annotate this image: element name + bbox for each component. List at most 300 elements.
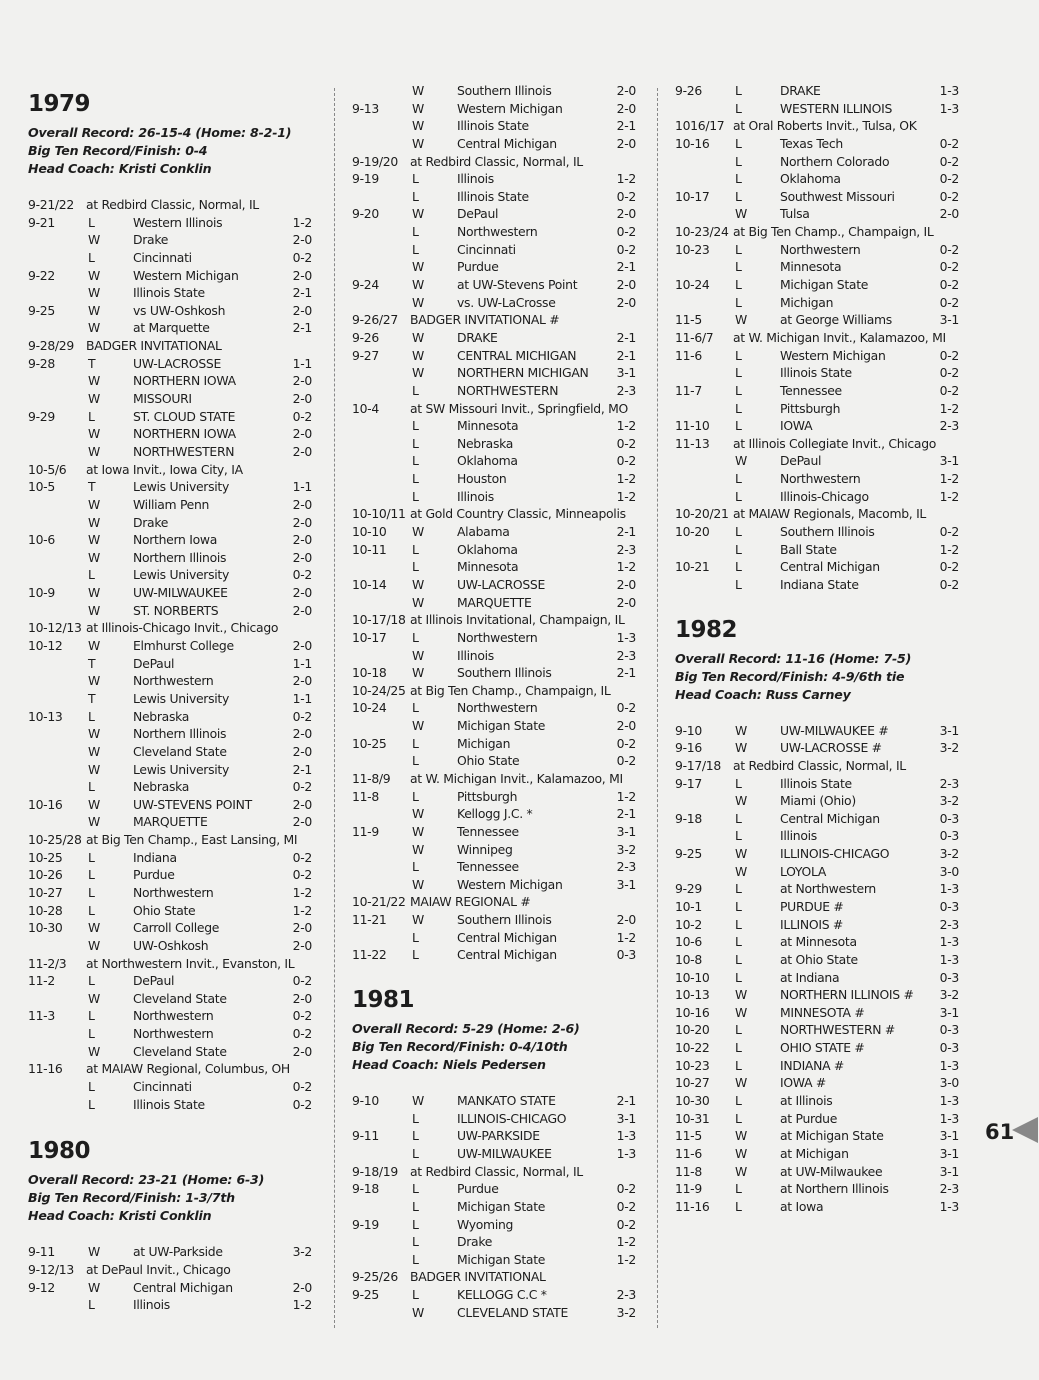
game-score: 1-2 — [616, 1234, 636, 1250]
game-score: 3-1 — [939, 1145, 959, 1161]
event-name: BADGER INVITATIONAL # — [410, 312, 560, 328]
game-score: 0-2 — [616, 735, 636, 751]
game-date: 11-21 — [352, 912, 387, 928]
game-row — [28, 267, 312, 285]
game-opponent: KELLOGG C.C * — [457, 1287, 547, 1303]
game-row — [28, 1243, 312, 1261]
game-row — [675, 276, 959, 294]
game-row — [28, 849, 312, 867]
event-row — [28, 955, 312, 973]
game-score: 2-0 — [616, 576, 636, 592]
game-row — [675, 364, 959, 382]
game-row — [352, 188, 636, 206]
game-result: W — [88, 743, 100, 759]
game-score: 2-1 — [616, 665, 636, 681]
game-score: 3-1 — [616, 1110, 636, 1126]
game-opponent: UW-PARKSIDE — [457, 1128, 540, 1144]
game-date: 9-18 — [675, 810, 702, 826]
game-row — [28, 408, 312, 426]
game-row — [28, 1296, 312, 1314]
game-score: 2-0 — [292, 373, 312, 389]
game-date: 10-12 — [28, 638, 63, 654]
game-result: W — [88, 302, 100, 318]
game-opponent: Northwestern — [133, 1026, 214, 1042]
game-row — [28, 514, 312, 532]
game-score: 2-0 — [292, 514, 312, 530]
game-date: 9-25 — [675, 846, 702, 862]
game-date: 10-5/6 — [28, 461, 67, 477]
game-date: 9-16 — [675, 740, 702, 756]
game-score: 1-3 — [939, 934, 959, 950]
game-opponent: Nebraska — [133, 779, 190, 795]
game-score: 2-0 — [616, 83, 636, 98]
game-score: 2-0 — [292, 937, 312, 953]
game-opponent: Southern Illinois — [780, 524, 875, 540]
game-score: 2-0 — [292, 585, 312, 601]
game-score: 0-2 — [616, 753, 636, 769]
game-row — [28, 284, 312, 302]
event-name: at Iowa Invit., Iowa City, IA — [86, 461, 243, 477]
game-result: L — [412, 929, 419, 945]
game-opponent: ILLINOIS-CHICAGO — [457, 1110, 567, 1126]
game-date: 11-3 — [28, 1008, 55, 1024]
game-date: 10-5 — [28, 479, 55, 495]
game-score: 2-1 — [292, 761, 312, 777]
game-opponent: William Penn — [133, 496, 210, 512]
game-opponent: Tennessee — [780, 382, 842, 398]
game-row — [352, 117, 636, 135]
game-row — [28, 1279, 312, 1297]
event-row — [28, 831, 312, 849]
game-opponent: Northern Illinois — [133, 726, 227, 742]
game-result: W — [735, 453, 747, 469]
game-score: 1-1 — [292, 655, 312, 671]
season-summary-1982 — [675, 650, 959, 704]
game-score: 0-2 — [616, 188, 636, 204]
game-date: 10-10/11 — [352, 506, 406, 522]
game-row — [352, 241, 636, 259]
game-score: 2-3 — [939, 418, 959, 434]
game-opponent: DePaul — [133, 655, 175, 671]
game-opponent: Illinois — [457, 171, 494, 187]
game-result: W — [735, 312, 747, 328]
game-row — [352, 1180, 636, 1198]
game-result: W — [412, 259, 424, 275]
head-coach-1982: Head Coach: Russ Carney — [675, 686, 851, 702]
game-score: 0-3 — [939, 828, 959, 844]
game-row — [28, 1007, 312, 1025]
game-row — [675, 1039, 959, 1057]
game-opponent: Cleveland State — [133, 990, 227, 1006]
game-row — [352, 223, 636, 241]
event-row — [28, 337, 312, 355]
game-opponent: IOWA — [780, 418, 813, 434]
game-result: L — [735, 1093, 742, 1109]
overall-record-1979: Overall Record: 26-15-4 (Home: 8-2-1) — [28, 125, 292, 140]
game-row — [28, 478, 312, 496]
game-score: 2-0 — [292, 532, 312, 548]
game-date: 9-25 — [352, 1287, 379, 1303]
game-date: 10-24/25 — [352, 682, 406, 698]
game-opponent: Drake — [133, 232, 169, 248]
game-row — [675, 294, 959, 312]
game-score: 2-3 — [616, 541, 636, 557]
game-result: L — [412, 1216, 419, 1232]
game-score: 2-0 — [939, 206, 959, 222]
game-opponent: Minnesota — [780, 259, 842, 275]
event-row — [28, 1261, 312, 1279]
game-score: 0-2 — [939, 171, 959, 187]
event-name: at MAIAW Regional, Columbus, OH — [86, 1061, 290, 1077]
game-row — [28, 531, 312, 549]
game-row — [675, 1145, 959, 1163]
game-opponent: Illinois — [133, 1297, 170, 1313]
game-date: 10-8 — [675, 951, 702, 967]
game-result: L — [735, 1181, 742, 1197]
game-opponent: NORTHWESTERN — [133, 443, 235, 459]
event-row — [675, 329, 959, 347]
game-result: W — [735, 846, 747, 862]
game-score: 3-2 — [292, 1244, 312, 1260]
game-opponent: Purdue — [133, 867, 175, 883]
game-opponent: UW-MILWAUKEE # — [780, 722, 889, 738]
game-date: 9-26 — [352, 329, 379, 345]
game-opponent: INDIANA # — [780, 1057, 844, 1073]
game-row — [28, 725, 312, 743]
game-result: L — [735, 1040, 742, 1056]
game-result: L — [412, 1251, 419, 1267]
game-score: 3-1 — [616, 365, 636, 381]
game-date: 10-25 — [352, 735, 387, 751]
game-date: 9-19 — [352, 171, 379, 187]
game-result: L — [735, 881, 742, 897]
event-name: at Big Ten Champ., Champaign, IL — [733, 224, 934, 240]
game-result: L — [735, 1022, 742, 1038]
game-opponent: ST. NORBERTS — [133, 602, 219, 618]
game-result: W — [412, 806, 424, 822]
game-score: 2-0 — [292, 1279, 312, 1295]
game-row — [675, 951, 959, 969]
game-opponent: Michigan State — [457, 718, 546, 734]
event-row — [675, 435, 959, 453]
game-date: 10-17/18 — [352, 612, 406, 628]
game-result: L — [412, 1234, 419, 1250]
game-result: L — [88, 1079, 95, 1095]
spacer — [352, 964, 636, 978]
game-result: W — [412, 347, 424, 363]
game-score: 0-2 — [292, 408, 312, 424]
game-opponent: Western Illinois — [133, 214, 223, 230]
game-score: 2-0 — [292, 602, 312, 618]
game-opponent: Central Michigan — [457, 135, 557, 151]
game-result: L — [412, 1181, 419, 1197]
game-row — [28, 778, 312, 796]
game-result: W — [735, 987, 747, 1003]
game-result: L — [735, 135, 742, 151]
game-date: 9-25 — [28, 302, 55, 318]
game-row — [28, 813, 312, 831]
game-date: 11-6 — [675, 1145, 702, 1161]
game-score: 2-0 — [292, 920, 312, 936]
game-result: L — [735, 100, 742, 116]
game-opponent: Pittsburgh — [457, 788, 518, 804]
event-name: at W. Michigan Invit., Kalamazoo, MI — [410, 770, 623, 786]
game-date: 11-9 — [352, 823, 379, 839]
event-row — [352, 505, 636, 523]
game-score: 0-2 — [292, 849, 312, 865]
game-row — [28, 355, 312, 373]
game-date: 10-13 — [675, 987, 710, 1003]
game-row — [352, 858, 636, 876]
game-date: 10-24 — [352, 700, 387, 716]
game-row — [28, 214, 312, 232]
game-score: 0-2 — [939, 241, 959, 257]
game-row — [675, 845, 959, 863]
event-row — [352, 682, 636, 700]
game-opponent: Michigan State — [457, 1198, 546, 1214]
game-date: 10-10 — [352, 524, 387, 540]
game-opponent: Minnesota — [457, 418, 519, 434]
game-result: W — [88, 426, 100, 442]
game-row — [675, 969, 959, 987]
event-name: at DePaul Invit., Chicago — [86, 1261, 231, 1277]
game-opponent: Central Michigan — [780, 559, 880, 575]
game-score: 0-3 — [939, 1022, 959, 1038]
game-date: 10-14 — [352, 576, 387, 592]
game-date: 10-31 — [675, 1110, 710, 1126]
column-divider-left — [334, 88, 335, 1328]
game-opponent: Kellogg J.C. * — [457, 806, 533, 822]
game-score: 0-2 — [939, 576, 959, 592]
game-result: L — [735, 171, 742, 187]
game-date: 10-21 — [675, 559, 710, 575]
event-row — [352, 400, 636, 418]
game-opponent: Minnesota — [457, 559, 519, 575]
game-opponent: MISSOURI — [133, 391, 192, 407]
game-result: L — [88, 708, 95, 724]
game-date: 10-13 — [28, 708, 63, 724]
game-opponent: Illinois State — [133, 1096, 205, 1112]
game-date: 10-24 — [675, 277, 710, 293]
game-score: 0-2 — [939, 259, 959, 275]
game-row — [28, 372, 312, 390]
game-score: 2-0 — [616, 718, 636, 734]
game-result: L — [88, 1026, 95, 1042]
game-opponent: Cincinnati — [133, 1079, 192, 1095]
game-result: W — [412, 135, 424, 151]
game-score: 3-1 — [616, 823, 636, 839]
game-row — [28, 708, 312, 726]
game-result: L — [735, 828, 742, 844]
game-score: 1-2 — [939, 488, 959, 504]
game-score: 3-1 — [939, 453, 959, 469]
game-opponent: Drake — [133, 514, 169, 530]
game-score: 3-1 — [939, 1128, 959, 1144]
game-row — [352, 647, 636, 665]
game-opponent: ILLINOIS-CHICAGO — [780, 846, 890, 862]
game-opponent: DePaul — [457, 206, 499, 222]
game-result: L — [88, 884, 95, 900]
game-opponent: NORTHERN MICHIGAN — [457, 365, 589, 381]
results-list-1980-part-1 — [28, 1243, 312, 1314]
game-score: 1-2 — [292, 214, 312, 230]
game-row — [675, 739, 959, 757]
game-score: 1-2 — [616, 1251, 636, 1267]
game-date: 9-19 — [352, 1216, 379, 1232]
game-row — [675, 1180, 959, 1198]
game-date: 9-13 — [352, 100, 379, 116]
game-result: W — [412, 718, 424, 734]
game-score: 1-2 — [616, 929, 636, 945]
game-opponent: NORTHWESTERN — [457, 382, 559, 398]
game-opponent: at Indiana — [780, 969, 840, 985]
game-date: 11-8 — [675, 1163, 702, 1179]
game-row — [352, 135, 636, 153]
game-row — [675, 82, 959, 100]
game-row — [28, 937, 312, 955]
game-row — [352, 417, 636, 435]
game-result: W — [88, 267, 100, 283]
season-year-1981: 1981 — [352, 987, 415, 1014]
game-date: 10-25 — [28, 849, 63, 865]
season-year-1979: 1979 — [28, 91, 91, 117]
game-row — [675, 792, 959, 810]
game-row — [28, 655, 312, 673]
game-score: 2-0 — [616, 206, 636, 222]
game-score: 2-0 — [616, 135, 636, 151]
game-row — [28, 637, 312, 655]
game-result: L — [412, 788, 419, 804]
game-row — [28, 549, 312, 567]
game-score: 0-2 — [616, 435, 636, 451]
game-result: T — [88, 690, 96, 706]
event-name: MAIAW REGIONAL # — [410, 894, 531, 910]
game-result: W — [412, 841, 424, 857]
game-date: 11-10 — [675, 418, 710, 434]
game-row — [28, 390, 312, 408]
season-year-1980: 1980 — [28, 1138, 91, 1165]
game-result: L — [735, 898, 742, 914]
event-name: at W. Michigan Invit., Kalamazoo, MI — [733, 329, 946, 345]
game-opponent: Central Michigan — [457, 929, 557, 945]
game-opponent: UW-Oshkosh — [133, 937, 209, 953]
head-coach-1979: Head Coach: Kristi Conklin — [28, 161, 212, 176]
game-result: W — [88, 391, 100, 407]
game-result: W — [412, 823, 424, 839]
game-opponent: Michigan State — [457, 1251, 546, 1267]
column-3 — [675, 82, 959, 1216]
game-score: 0-2 — [616, 1198, 636, 1214]
game-opponent: NORTHWESTERN # — [780, 1022, 895, 1038]
game-score: 2-0 — [292, 1043, 312, 1059]
game-result: L — [412, 629, 419, 645]
game-row — [675, 400, 959, 418]
game-row — [675, 898, 959, 916]
game-opponent: at Iowa — [780, 1198, 824, 1214]
game-row — [352, 470, 636, 488]
game-result: L — [412, 241, 419, 257]
game-score: 0-2 — [292, 779, 312, 795]
game-opponent: UW-LACROSSE # — [780, 740, 882, 756]
game-result: W — [88, 496, 100, 512]
game-result: W — [412, 647, 424, 663]
game-result: L — [735, 277, 742, 293]
game-date: 11-2/3 — [28, 955, 67, 971]
game-score: 2-0 — [616, 912, 636, 928]
game-score: 2-0 — [292, 443, 312, 459]
game-opponent: Illinois State — [780, 365, 852, 381]
game-opponent: Northwestern — [133, 673, 214, 689]
game-date: 11-6/7 — [675, 329, 714, 345]
game-score: 2-0 — [292, 796, 312, 812]
game-row — [352, 699, 636, 717]
event-name: at Gold Country Classic, Minneapolis — [410, 506, 626, 522]
page-number: 61 — [985, 1120, 1015, 1144]
game-row — [352, 170, 636, 188]
game-result: L — [735, 969, 742, 985]
game-date: 1016/17 — [675, 118, 725, 134]
game-date: 10-11 — [352, 541, 387, 557]
event-name: at Redbird Classic, Normal, IL — [733, 757, 906, 773]
game-result: L — [412, 471, 419, 487]
game-opponent: Ohio State — [457, 753, 520, 769]
game-row — [352, 594, 636, 612]
game-date: 9-18 — [352, 1181, 379, 1197]
game-opponent: Northwestern — [457, 700, 538, 716]
game-result: W — [88, 602, 100, 618]
game-result: W — [412, 294, 424, 310]
game-opponent: Tennessee — [457, 859, 519, 875]
game-score: 2-3 — [939, 1181, 959, 1197]
game-date: 10-2 — [675, 916, 702, 932]
game-score: 0-3 — [939, 969, 959, 985]
game-row — [675, 810, 959, 828]
game-result: L — [735, 365, 742, 381]
game-date: 10-1 — [675, 898, 702, 914]
results-list-1981-part-1 — [352, 1092, 636, 1321]
game-score: 1-1 — [292, 690, 312, 706]
game-score: 0-2 — [939, 153, 959, 169]
game-result: W — [88, 549, 100, 565]
game-opponent: Oklahoma — [780, 171, 841, 187]
game-result: L — [412, 859, 419, 875]
game-row — [28, 1043, 312, 1061]
game-opponent: Wyoming — [457, 1216, 514, 1232]
game-result: W — [88, 1279, 100, 1295]
game-row — [28, 796, 312, 814]
game-row — [352, 1233, 636, 1251]
game-result: L — [735, 294, 742, 310]
game-score: 0-2 — [616, 1216, 636, 1232]
game-row — [675, 933, 959, 951]
game-result: W — [88, 990, 100, 1006]
game-result: T — [88, 655, 96, 671]
game-row — [28, 425, 312, 443]
game-date: 10-12/13 — [28, 620, 82, 636]
game-opponent: Illinois State — [457, 118, 529, 134]
game-opponent: Northwestern — [133, 884, 214, 900]
game-row — [675, 827, 959, 845]
event-name: at Big Ten Champ., East Lansing, MI — [86, 832, 298, 848]
game-score: 1-2 — [616, 471, 636, 487]
game-score: 0-2 — [939, 382, 959, 398]
game-score: 2-3 — [616, 647, 636, 663]
game-opponent: Purdue — [457, 1181, 499, 1197]
game-score: 0-2 — [939, 294, 959, 310]
game-date: 11-16 — [675, 1198, 710, 1214]
game-date: 10-9 — [28, 585, 55, 601]
event-name: at Redbird Classic, Normal, IL — [410, 153, 583, 169]
